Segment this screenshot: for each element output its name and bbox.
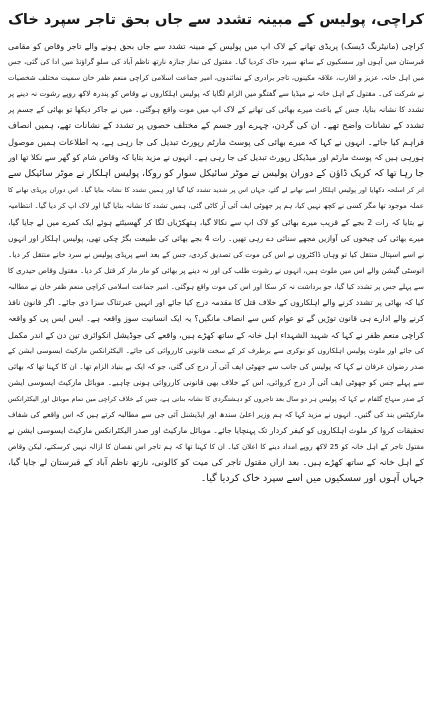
article-line: کی جائے اور ملوث پولیس اہلکاروں کو نوکری سے برطرف کر کے سخت قانونی کارروائی کی جائے۔ الیکٹرانکس مارکیٹ ایسوسی ایشن کے: [8, 345, 424, 355]
article-line: کے اہل خانہ کے ساتھ کھڑے ہیں۔ بعد ازاں مقتول تاجر کی میت کو کالونی، نارتھ ناظم آباد کے قبرستان لے جایا گیا،: [8, 458, 424, 469]
article-line: فراہم کیا جائے۔ انہوں نے کہا کہ میرے بھائی کی پوسٹ مارٹم رپورٹ تبدیل کی جا رہی ہے، یہ اطلاعات ہمیں موصول: [8, 137, 424, 148]
article-body: [8, 38, 424, 487]
article-line: عملہ موجود تھا مگر کسی نے کچھ نہیں کیا، ہم پر جھوٹی ایف آئی آر کاٹی گئی، ہمیں تشدد کا نشانہ بنایا گیا اور لاک اپ کر دیا گیا۔ انتظامیہ: [8, 201, 424, 211]
article-line: جہاں آہوں اور سسکیوں میں اسے سپرد خاک کردیا گیا۔: [200, 473, 424, 485]
article-line: صدر رضوان عرفان نے کہا کہ پولیس کی جانب سے جھوٹی ایف آئی آر درج کی گئی، جو کہ ایک بے بنیاد الزام تھا۔ ان کا کہنا تھا کہ بھائی: [8, 361, 424, 371]
article-line: کرنے والے ادارے ہی قانون توڑیں گے تو عوام کس سے انصاف مانگیں؟ یہ ایک انسانیت سوز واقعہ ہے۔ ایس ایس پی کو واقعہ: [8, 313, 424, 323]
article-line: مارکیٹس بند کی گئیں۔ انہوں نے مزید کہا کہ ہم وزیر اعلیٰ سندھ اور ایڈیشنل آئی جی سے مطالبہ کرتے ہیں کہ اس واقعے کی شفاف: [8, 410, 424, 420]
article-line: کراچی منعم ظفر نے کہا کہ شہید الشہداء اہل خانہ کے ساتھ کھڑے ہیں، واقعے کی جوڈیشل انکوائری تین دن کے اندر مکمل: [8, 329, 424, 340]
headline: کراچی، پولیس کے مبینہ تشدد سے جاں بحق تاجر سپرد خاک: [8, 12, 424, 28]
article-line: سے پہلے جس پر تشدد کیا گیا، جو برداشت نہ کر سکا اور اس کی موت واقع ہوگئی۔ امیر جماعت اسلامی کراچی منعم ظفر خان نے مطالبہ: [8, 281, 424, 291]
article-line: نے بتایا کہ رات 2 بجے کے قریب میرے بھائی کو لاک اپ سے نکالا گیا، ہتھکڑیاں لگا کر گھسیٹتے ہوئے ایک کمرے میں لے جایا گیا،: [8, 217, 424, 227]
article-line: میرے بھائی کی چیخوں کی آوازیں مجھے سنائی دے رہی تھیں۔ رات 4 بجے بھائی کی طبیعت بگڑ چکی تھی، پولیس اہلکار اور انہوں: [8, 233, 424, 243]
article-line: نے اسے اسپتال منتقل کیا تو وہاں ڈاکٹروں نے اس کی موت کی تصدیق کردی، جس کے بعد اسے پریڈی پولیس نے سرد خانے منتقل کر دیا۔: [8, 249, 424, 259]
article-line: قبرستان میں آہوں اور سسکیوں کے ساتھ سپرد خاک کردیا گیا۔ مقتول کی نماز جنازہ نارتھ ناظم آباد کی سلو گراؤنڈ میں ادا کی گئی، جس: [8, 57, 424, 67]
article-line: انوسٹی گیشن والے اس میں ملوث ہیں، انہوں نے رشوت طلب کی اور نہ دینے پر بھائی کو مار مار کر قتل کر دیا۔ مقتول وقاص حیدری کا: [8, 265, 424, 275]
article-line: کے صدر منہاج گلفام نے کہا کہ پولیس ہر دو سال بعد تاجروں کو دہشتگردی کا نشانہ بناتی ہے، جس کے خلاف کراچی میں تمام موبائل اور الیکٹرانکس: [8, 395, 424, 404]
article-line: کراچی (مانیٹرنگ ڈیسک) پریڈی تھانے کے لاک اپ میں پولیس کے مبینہ تشدد سے جاں بحق ہونے والے تاجر وقاص کو مقامی: [8, 41, 424, 51]
article-line: تشدد کا نشانہ بنایا، جس کے باعث میرے بھائی کی تھانے کے لاک اپ میں موت واقع ہوگئی۔ میں نے جاکر دیکھا تو بھائی کے جسم پر: [8, 105, 424, 115]
article-line: ہورہی ہیں کہ پوسٹ مارٹم اور میڈیکل رپورٹ تبدیل کی جا رہی ہے۔ انہوں نے مزید بتایا کہ وقاص شام کو گھر سے نکلا تھا اور: [8, 153, 424, 163]
article-line: کیا کہ بھائی پر تشدد کرنے والے اہلکاروں کے خلاف قتل کا مقدمہ درج کیا جائے اور انہیں عبرتناک سزا دی جائے۔ اگر قانون نافذ: [8, 297, 424, 307]
article-line: سے پہلے جس کو جھوٹی ایف آئی آر درج کروائی، اس کے خلاف بھی قانونی کارروائی ہونی چاہیے۔ موبائل مارکیٹ ایسوسی ایشن: [8, 377, 424, 387]
article-line: مقتول تاجر کے اہل خانہ کو 25 لاکھ روپے امداد دینے کا اعلان کیا۔ ان کا کہنا تھا کہ ہم تاجر اس نقصان کا ازالہ نہیں کرسکتے، لیکن وقاص: [8, 442, 424, 452]
article-line: نے شرکت کی۔ مقتول کے اہل خانہ نے میڈیا سے گفتگو میں الزام لگایا کہ پولیس اہلکاروں نے وقاص کو پندرہ لاکھ روپے رشوت نہ دینے پر: [8, 89, 424, 99]
article-line: میں اہل خانہ، عزیز و اقارب، علاقہ مکینوں، تاجر برادری کے نمائندوں، امیر جماعت اسلامی کراچی منعم ظفر خان سمیت مختلف شخصیات: [8, 73, 424, 83]
article-line: جا رہا تھا کہ کریک ڈاؤن کے دوران پولیس نے موٹر سائیکل سوار کو روکا، پولیس اہلکار نے موٹر سائیکل سے: [8, 168, 424, 180]
article-line: اتر کر اسلحہ دکھایا اور پولیس اہلکار اسے تھانے لے گئے، جہاں اس پر شدید تشدد کیا گیا اور ہمیں تشدد کا نشانہ بنایا گیا۔ اس دوران پریڈی تھانے کا: [8, 186, 424, 195]
article-line: تحقیقات کروا کر ملوث اہلکاروں کو کیفر کردار تک پہنچایا جائے۔ موبائل مارکیٹ اور صدر الیکٹرانکس مارکیٹ ایسوسی ایشن نے: [8, 426, 424, 436]
article-line: تشدد کے نشانات واضح تھے۔ ان کی گردن، چہرے اور جسم کے مختلف حصوں پر تشدد کے نشانات تھے، ہمیں انصاف: [8, 121, 424, 132]
